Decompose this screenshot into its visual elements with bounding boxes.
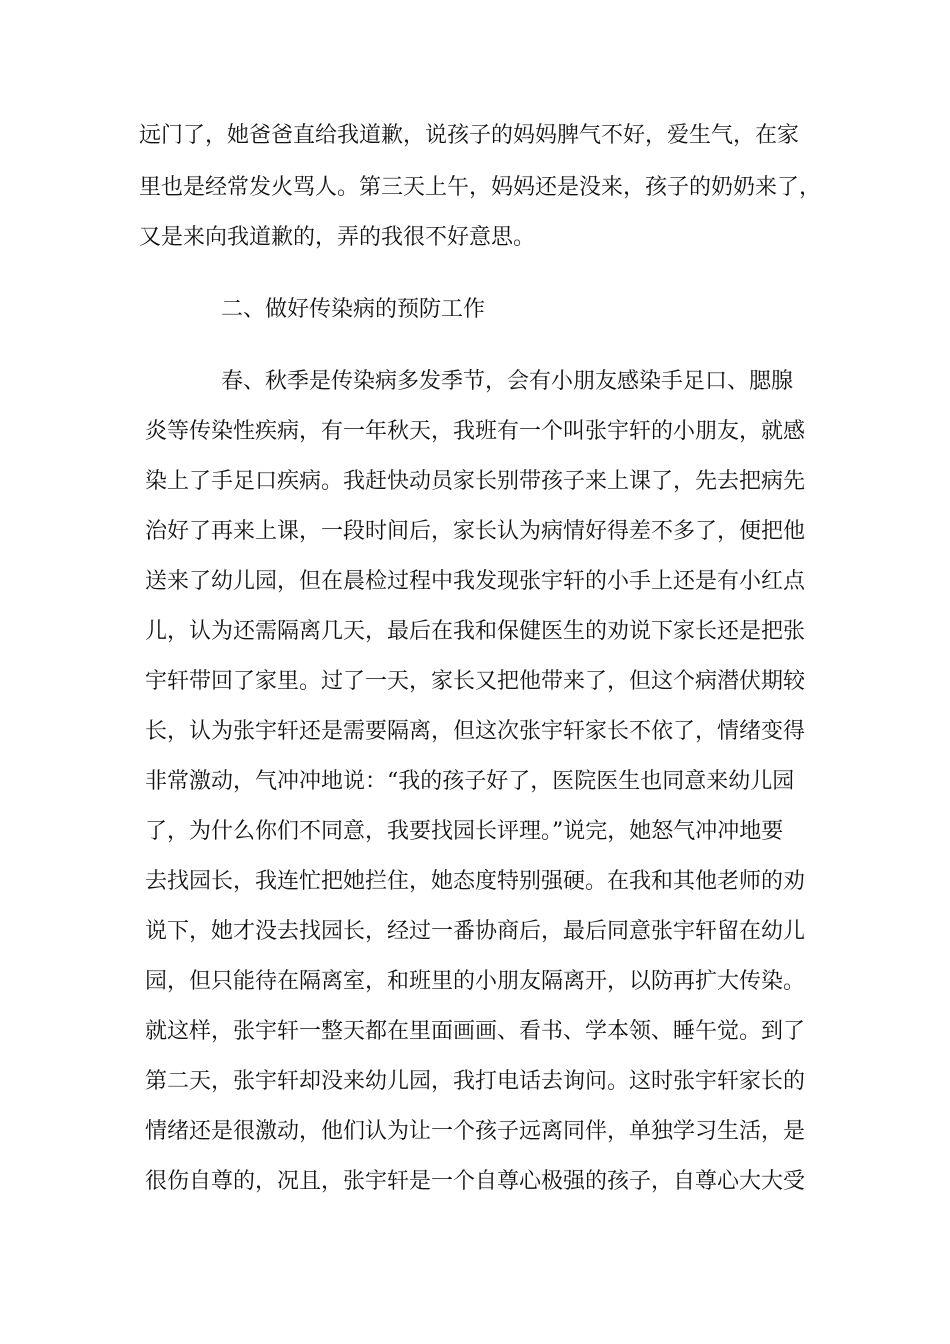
paragraph-2-line-14: 就这样，张宇轩一整天都在里面画画、看书、学本领、睡午觉。到了 (145, 1019, 806, 1044)
paragraph-2-line-7: 宇轩带回了家里。过了一天，家长又把他带来了，但这个病潜伏期较 (145, 669, 806, 694)
section-heading: 二、做好传染病的预防工作 (221, 297, 486, 322)
paragraph-2-line-2: 炎等传染性疾病，有一年秋天，我班有一个叫张宇轩的小朋友，就感 (145, 419, 806, 444)
paragraph-2-line-15: 第二天，张宇轩却没来幼儿园，我打电话去询问。这时张宇轩家长的 (145, 1069, 806, 1094)
paragraph-2-line-9: 非常激动，气冲冲地说：“我的孩子好了，医院医生也同意来幼儿园 (145, 769, 795, 794)
paragraph-2-line-17: 很伤自尊的，况且，张宇轩是一个自尊心极强的孩子，自尊心大大受 (145, 1169, 806, 1194)
paragraph-2-line-4: 治好了再来上课，一段时间后，家长认为病情好得差不多了，便把他 (145, 519, 806, 544)
paragraph-2-line-8: 长，认为张宇轩还是需要隔离，但这次张宇轩家长不依了，情绪变得 (145, 719, 806, 744)
paragraph-2-line-1: 春、秋季是传染病多发季节，会有小朋友感染手足口、腮腺 (221, 369, 794, 394)
paragraph-2-line-5: 送来了幼儿园，但在晨检过程中我发现张宇轩的小手上还是有小红点 (145, 569, 806, 594)
paragraph-2-line-12: 说下，她才没去找园长，经过一番协商后，最后同意张宇轩留在幼儿 (145, 919, 806, 944)
paragraph-2-line-3: 染上了手足口疾病。我赶快动员家长别带孩子来上课了，先去把病先 (145, 469, 806, 494)
paragraph-2-line-6: 儿，认为还需隔离几天，最后在我和保健医生的劝说下家长还是把张 (145, 619, 806, 644)
paragraph-1-line-1: 远门了，她爸爸直给我道歉，说孩子的妈妈脾气不好，爱生气，在家 (139, 123, 800, 148)
paragraph-2-line-13: 园，但只能待在隔离室，和班里的小朋友隔离开，以防再扩大传染。 (145, 969, 806, 994)
paragraph-1-line-2: 里也是经常发火骂人。第三天上午，妈妈还是没来，孩子的奶奶来了， (139, 175, 822, 200)
paragraph-2-line-16: 情绪还是很激动，他们认为让一个孩子远离同伴，单独学习生活，是 (145, 1119, 806, 1144)
paragraph-2-line-10: 了，为什么你们不同意，我要找园长评理。”说完，她怒气冲冲地要 (145, 819, 784, 844)
paragraph-2-line-11: 去找园长，我连忙把她拦住，她态度特别强硬。在我和其他老师的劝 (145, 869, 806, 894)
paragraph-1-line-3: 又是来向我道歉的，弄的我很不好意思。 (139, 225, 536, 250)
